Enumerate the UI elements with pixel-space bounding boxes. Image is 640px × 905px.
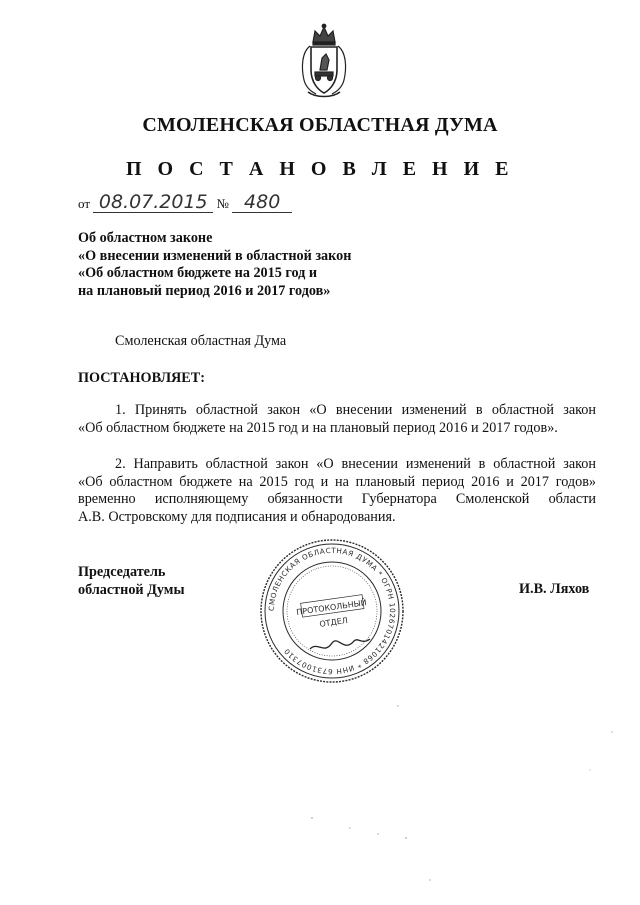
signatory-title xyxy=(78,564,185,599)
coat-of-arms-icon xyxy=(298,22,350,100)
paragraph-line: «Об областном бюджете на 2015 год и на плановый период 2016 и 2017 годов». xyxy=(78,419,558,436)
signatory-title-line: Председатель xyxy=(78,564,166,580)
paragraph-line: «Об областном бюджете на 2015 год и на плановый период 2016 и 2017 годов» xyxy=(78,473,596,490)
signature-scribble xyxy=(310,639,370,649)
official-stamp xyxy=(258,537,406,685)
stamp-ring-text: СМОЛЕНСКАЯ ОБЛАСТНАЯ ДУМА * ОГРН 1026701421068 * ИНН 6731007310 xyxy=(266,545,398,677)
document-subject xyxy=(78,230,351,300)
signatory-name: И.В. Ляхов xyxy=(519,581,590,597)
organization-title: СМОЛЕНСКАЯ ОБЛАСТНАЯ ДУМА xyxy=(142,114,498,136)
number-prefix: № xyxy=(216,196,229,211)
paragraph-line: 1. Принять областной закон «О внесении изменений в областной закон xyxy=(115,402,596,418)
signatory-title-line: областной Думы xyxy=(78,581,185,598)
document-date: 08.07.2015 xyxy=(93,192,213,213)
date-number-line xyxy=(78,192,292,213)
resolution-paragraph-1 xyxy=(78,402,596,437)
paragraph-line: временно исполняющему обязанности Губернатора Смоленской области xyxy=(78,491,596,507)
subject-line: на плановый период 2016 и 2017 годов» xyxy=(78,282,331,299)
document-type-heading: П О С Т А Н О В Л Е Н И Е xyxy=(126,158,514,180)
paragraph-line: А.В. Островскому для подписания и обнародования. xyxy=(78,508,396,525)
subject-line: «О внесении изменений в областной закон xyxy=(78,247,352,264)
subject-line: «Об областном бюджете на 2015 год и xyxy=(78,265,318,281)
document-number: 480 xyxy=(232,192,292,213)
intro-text: Смоленская областная Дума xyxy=(115,333,287,349)
subject-line: Об областном законе xyxy=(78,230,213,246)
stamp-center-line-1: ПРОТОКОЛЬНЫЙ xyxy=(295,598,368,617)
paragraph-line: 2. Направить областной закон «О внесении изменений в областной закон xyxy=(115,456,596,472)
resolve-heading: ПОСТАНОВЛЯЕТ: xyxy=(78,370,205,386)
resolution-paragraph-2 xyxy=(78,456,596,526)
stamp-center-line-2: ОТДЕЛ xyxy=(318,615,349,629)
date-prefix: от xyxy=(78,196,91,211)
